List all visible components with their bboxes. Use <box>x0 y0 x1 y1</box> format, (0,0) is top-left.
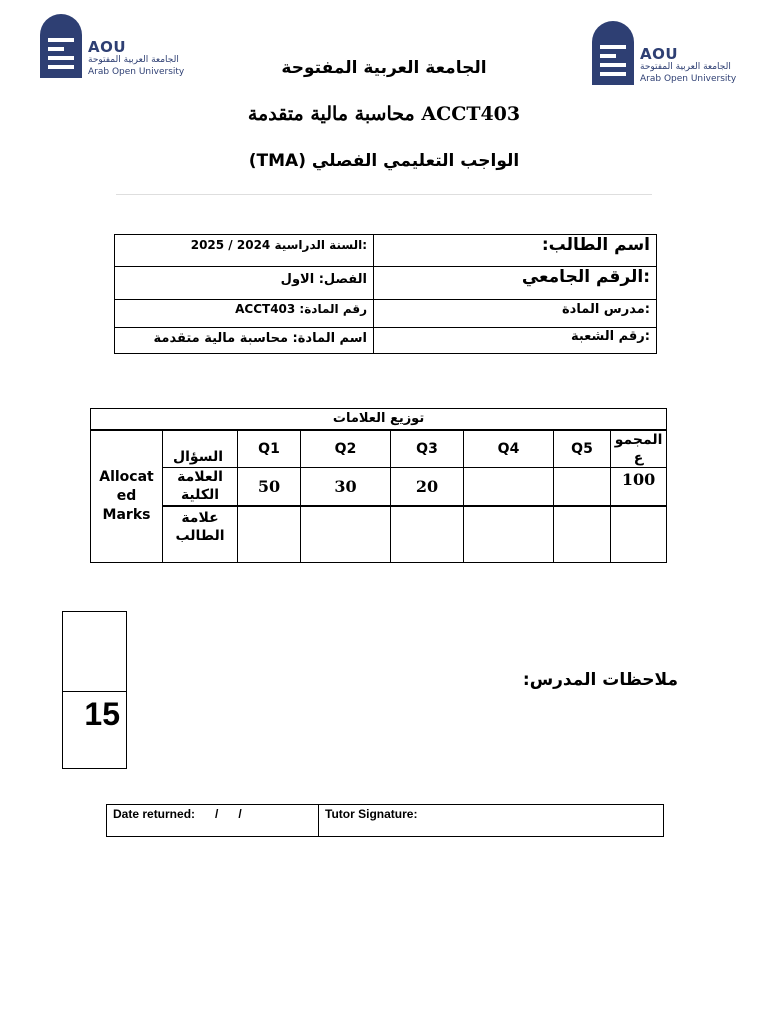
total-mark-cell <box>464 468 554 506</box>
aou-logo-right <box>592 21 742 93</box>
tutor-notes-label: ملاحظات المدرس: <box>522 670 678 690</box>
student-info-table <box>114 234 657 354</box>
tutor-signature-field[interactable]: Tutor Signature: <box>319 805 664 837</box>
total-mark-cell: 20 <box>391 468 464 506</box>
allocated-marks-label: Allocat ed Marks <box>91 430 163 563</box>
student-name-field: اسم الطالب: <box>374 235 657 267</box>
info-row <box>115 235 657 267</box>
student-mark-label: علامة الطالب <box>163 506 238 563</box>
logo-name-ar: الجامعة العربية المفتوحة <box>640 62 731 72</box>
student-mark-cell[interactable] <box>554 506 611 563</box>
course-tutor-field: :مدرس المادة <box>374 300 657 328</box>
total-mark-cell: 50 <box>238 468 301 506</box>
info-row <box>115 328 657 354</box>
logo-abbr: AOU <box>640 45 679 63</box>
date-returned-field[interactable]: Date returned: / / <box>107 805 319 837</box>
total-mark-cell <box>554 468 611 506</box>
info-row <box>115 267 657 300</box>
total-mark-label: العلامة الكلية <box>163 468 238 506</box>
marks-table-title: توزيع العلامات <box>91 409 667 430</box>
student-mark-cell[interactable] <box>238 506 301 563</box>
university-title: الجامعة العربية المفتوحة <box>281 58 487 78</box>
divider <box>116 194 652 195</box>
marks-distribution-table <box>90 408 667 563</box>
total-sum-cell: 100 <box>611 468 667 506</box>
logo-abbr: AOU <box>88 38 127 56</box>
info-row <box>115 300 657 328</box>
logo-name-ar: الجامعة العربية المفتوحة <box>88 55 179 65</box>
footer-table <box>106 804 664 837</box>
student-mark-cell[interactable] <box>301 506 391 563</box>
score-box <box>62 611 127 769</box>
question-header: Q4 <box>464 430 554 468</box>
academic-year-field: :السنة الدراسية 2024 / 2025 <box>115 235 374 267</box>
student-mark-cell[interactable] <box>391 506 464 563</box>
assignment-title: (TMA) الواجب التعليمي الفصلي <box>248 151 520 171</box>
course-title: محاسبة مالية متقدمة ACCT403 <box>247 103 521 125</box>
logo-name-en: Arab Open University <box>88 67 185 77</box>
student-total-cell[interactable] <box>611 506 667 563</box>
question-header: Q2 <box>301 430 391 468</box>
question-header: Q3 <box>391 430 464 468</box>
question-header: Q5 <box>554 430 611 468</box>
total-header: المجموع <box>611 430 667 468</box>
section-number-field: :رقم الشعبة <box>374 328 657 354</box>
student-id-field: :الرقم الجامعي <box>374 267 657 300</box>
student-mark-cell[interactable] <box>464 506 554 563</box>
course-name-field: اسم المادة: محاسبة مالية متقدمة <box>115 328 374 354</box>
question-header: Q1 <box>238 430 301 468</box>
score-box-divider <box>63 691 126 692</box>
course-code-field: رقم المادة: ACCT403 <box>115 300 374 328</box>
semester-field: الفصل: الاول <box>115 267 374 300</box>
total-mark-cell: 30 <box>301 468 391 506</box>
question-label: السؤال <box>163 430 238 468</box>
score-value: 15 <box>84 696 120 732</box>
logo-name-en: Arab Open University <box>640 74 737 84</box>
